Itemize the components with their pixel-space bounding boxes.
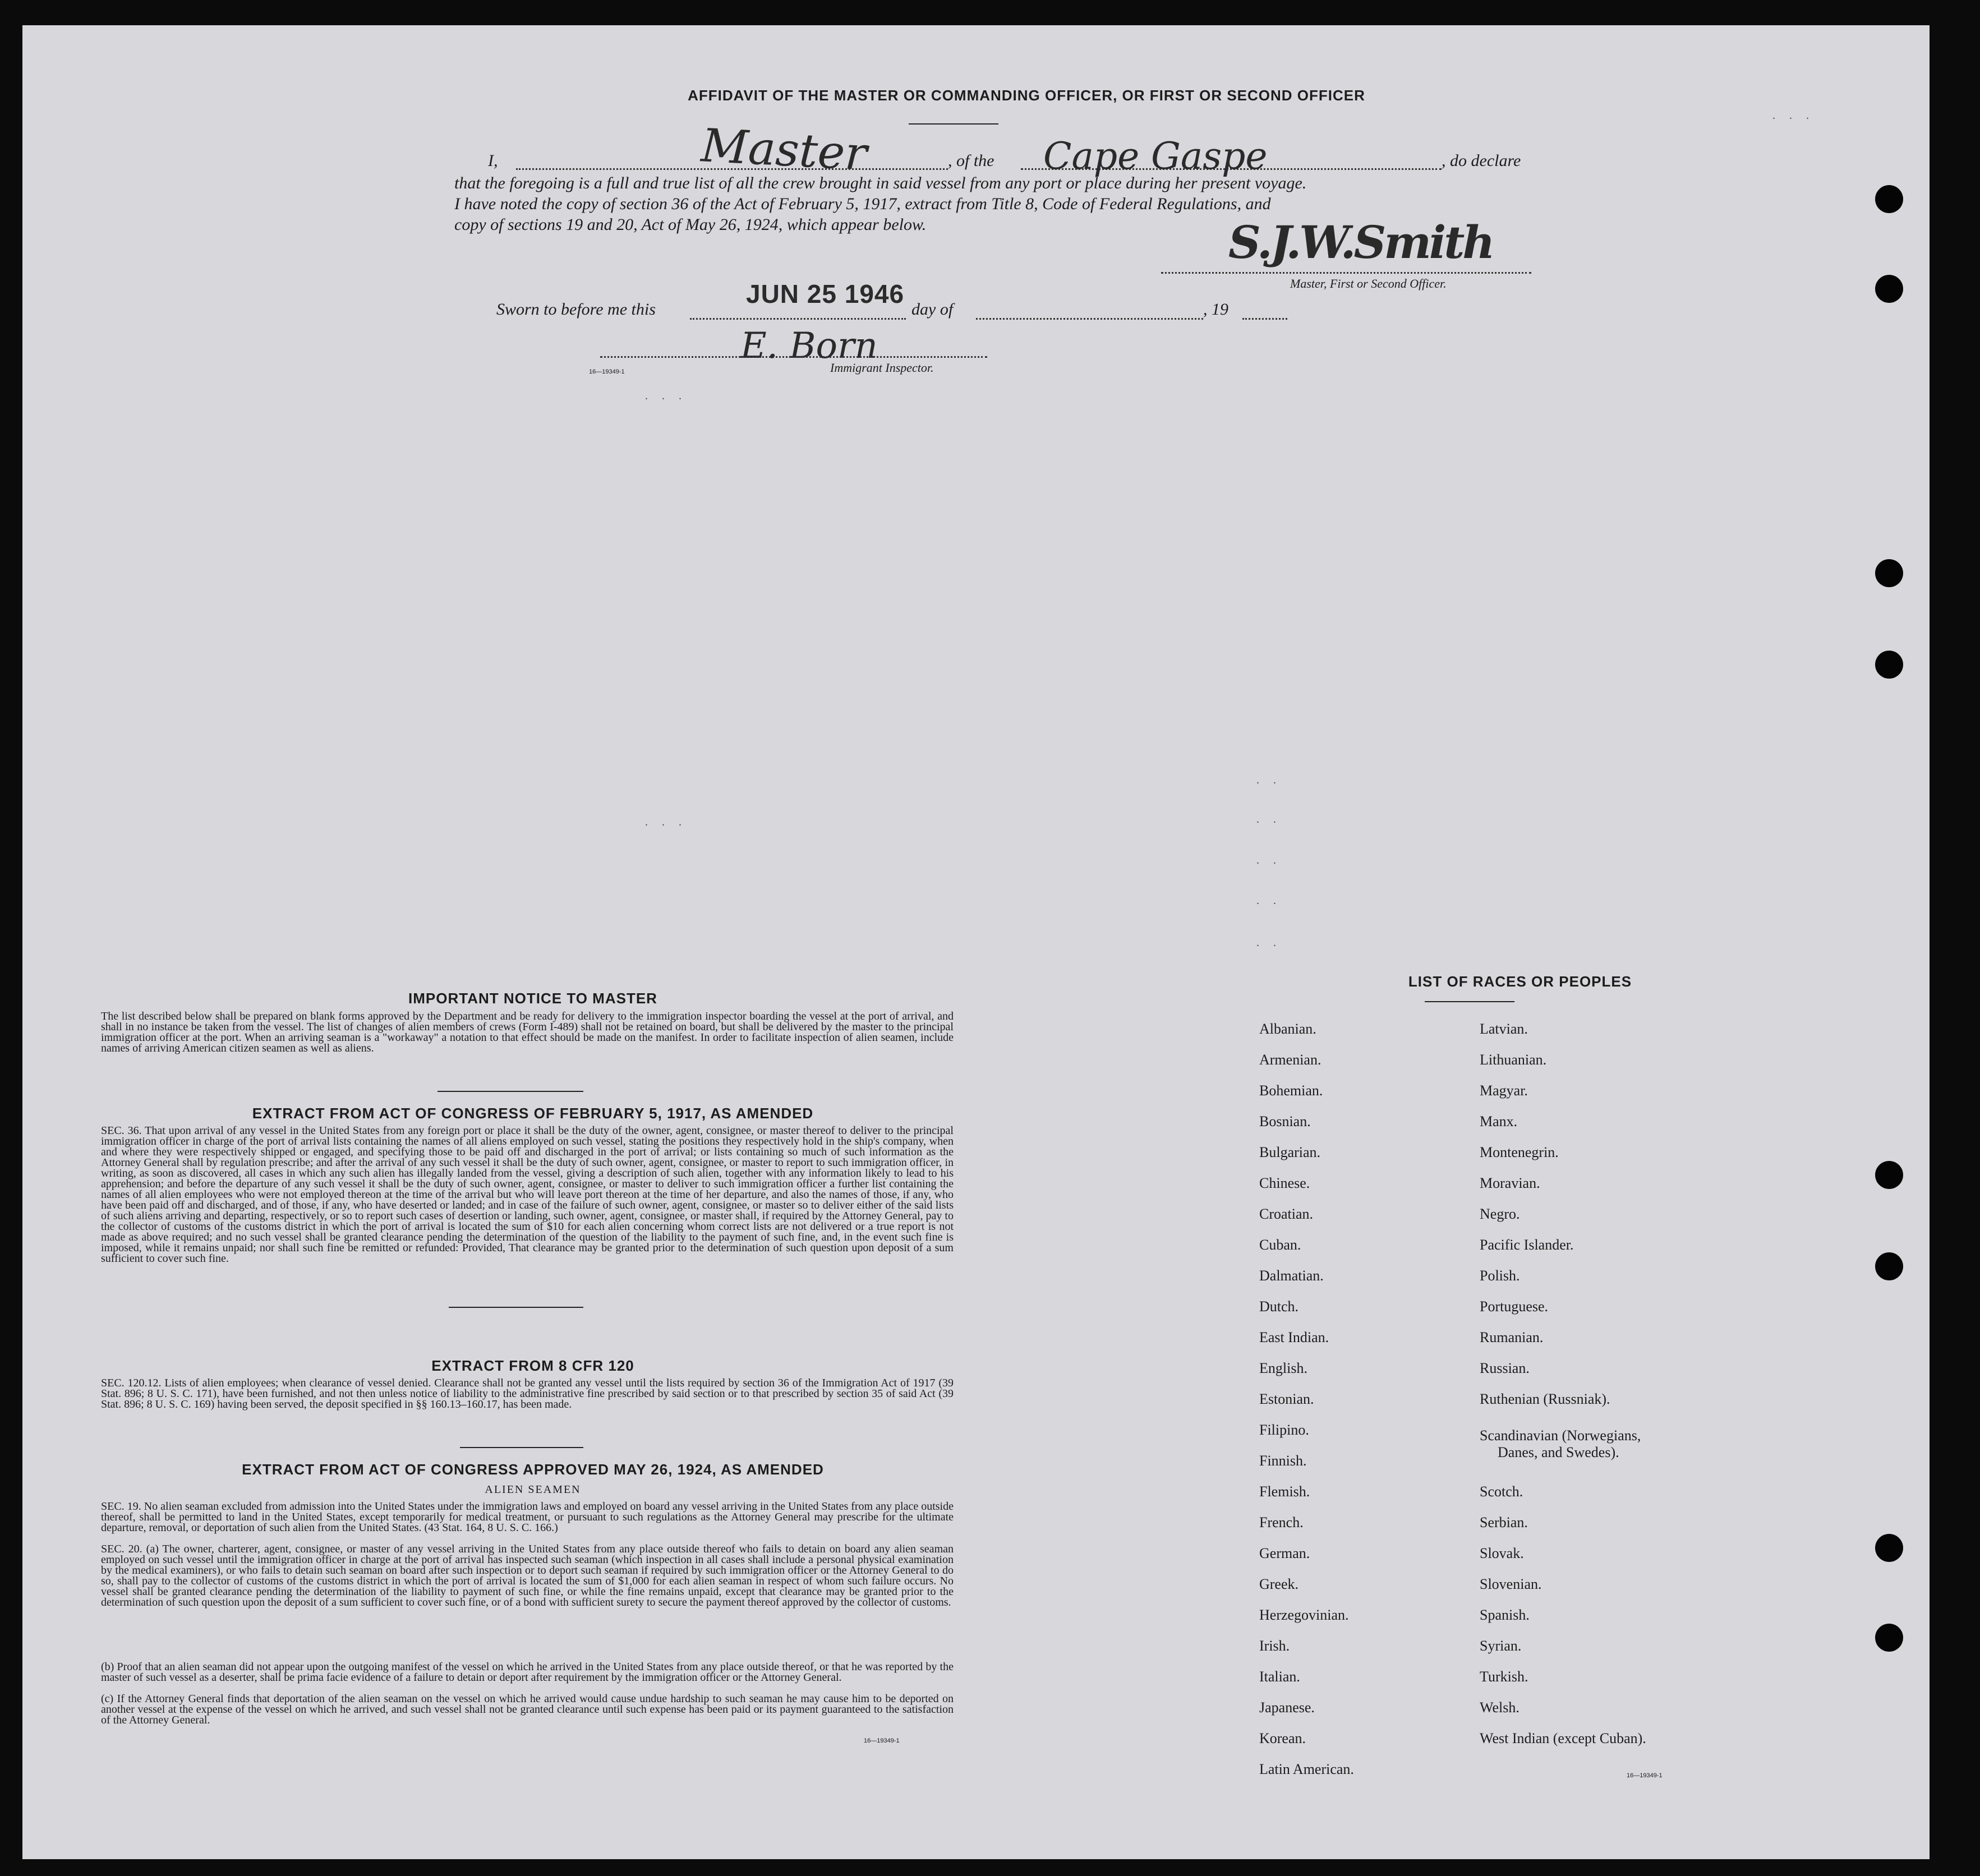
race-item: Slovak.	[1480, 1545, 1524, 1561]
race-item: English.	[1259, 1360, 1307, 1376]
race-item: Flemish.	[1259, 1483, 1310, 1500]
year-label: , 19	[1203, 300, 1228, 319]
form-number-top: 16—19349-1	[589, 368, 625, 375]
race-item: West Indian (except Cuban).	[1480, 1730, 1646, 1746]
race-item: Manx.	[1480, 1113, 1518, 1130]
race-item: Albanian.	[1259, 1021, 1316, 1037]
inspector-line	[600, 356, 987, 358]
race-item: Korean.	[1259, 1730, 1306, 1746]
of-the-label: , of the	[948, 151, 994, 170]
extract-cfr-rule	[460, 1447, 583, 1448]
race-item: Danes, and Swedes).	[1498, 1444, 1619, 1460]
race-item: Serbian.	[1480, 1514, 1528, 1531]
i-label: I,	[488, 151, 498, 170]
form-number-bottom-right: 16—19349-1	[1627, 1772, 1663, 1779]
affidavit-title: AFFIDAVIT OF THE MASTER OR COMMANDING OFFICER, OR FIRST OR SECOND OFFICER	[688, 87, 1365, 104]
race-item: Italian.	[1259, 1668, 1300, 1685]
race-item: German.	[1259, 1545, 1310, 1561]
inspector-signature: E. Born	[740, 325, 878, 367]
race-item: Moravian.	[1480, 1175, 1540, 1191]
race-item: Rumanian.	[1480, 1329, 1544, 1345]
extract-1924-sec20a: SEC. 20. (a) The owner, charterer, agent, consignee, or master of any vessel arriving in the United States from any place outside thereof who fails to detain on board any alien seaman employed on such vessel until the immigration officer in charge at the port of arrival has inspected such seaman (which inspection in all cases shall include a personal physical examination by the medical examiners), or who fails to detain such seaman on board after such inspection or to deport such seaman if required by such immigration officer or the Attorney General to do so, shall pay to the collector of customs of the customs district in which the port of arrival is located the sum of $1,000 for each alien seaman in respect of whom such failure occurs. No vessel shall be granted clearance pending the determination of the liability to payment of such fine, or while the fine remains unpaid, except that clearance may be granted prior to the determination of such question upon the deposit of a sum sufficient to cover such fine, or of a bond with sufficient surety to secure the payment thereof approved by the collector of customs.	[101, 1543, 954, 1608]
dot-mark: . . .	[1772, 109, 1815, 122]
extract-1924-subtitle: ALIEN SEAMEN	[485, 1483, 581, 1496]
day-of-label: day of	[911, 300, 954, 319]
punch-hole	[1875, 1534, 1903, 1562]
punch-hole	[1875, 651, 1903, 679]
sworn-line	[690, 318, 906, 320]
race-item: Scotch.	[1480, 1483, 1523, 1500]
race-item: Latvian.	[1480, 1021, 1528, 1037]
race-item: Ruthenian (Russniak).	[1480, 1391, 1610, 1407]
race-item: Cuban.	[1259, 1237, 1301, 1253]
punch-hole	[1875, 1161, 1903, 1189]
dot-mark: . .	[1256, 895, 1282, 907]
handwritten-name: Master	[699, 119, 868, 181]
form-number-bottom-left: 16—19349-1	[864, 1737, 900, 1744]
dot-mark: . .	[1256, 813, 1282, 826]
race-item: Bohemian.	[1259, 1082, 1323, 1099]
affidavit-line4: copy of sections 19 and 20, Act of May 26, 1924, which appear below.	[454, 215, 927, 234]
race-item: Russian.	[1480, 1360, 1530, 1376]
races-title: LIST OF RACES OR PEOPLES	[1408, 973, 1632, 990]
race-item: Slovenian.	[1480, 1576, 1542, 1592]
signature-caption: Master, First or Second Officer.	[1290, 276, 1447, 291]
race-item: Bulgarian.	[1259, 1144, 1321, 1160]
title-rule	[909, 123, 998, 125]
race-item: Negro.	[1480, 1206, 1520, 1222]
races-rule	[1425, 1001, 1514, 1002]
race-item: Pacific Islander.	[1480, 1237, 1574, 1253]
handwritten-vessel: Cape Gaspe	[1043, 135, 1268, 178]
inspector-caption: Immigrant Inspector.	[830, 361, 934, 375]
race-item: Portuguese.	[1480, 1298, 1549, 1315]
race-item: Dutch.	[1259, 1298, 1299, 1315]
race-item: Dalmatian.	[1259, 1267, 1324, 1284]
race-item: Latin American.	[1259, 1761, 1354, 1777]
race-item: Polish.	[1480, 1267, 1520, 1284]
race-item: Greek.	[1259, 1576, 1299, 1592]
extract-1924-sec20c: (c) If the Attorney General finds that deportation of the alien seaman on the vessel on which he arrived would cause undue hardship to such seaman he may cause him to be deported on another vessel at the expense of the vessel on which he arrived, and such vessel shall not be granted clearance until such expense has been paid or its payment guaranteed to the satisfaction of the Attorney General.	[101, 1693, 954, 1726]
signature-line	[1161, 272, 1531, 274]
affidavit-line2: that the foregoing is a full and true list of all the crew brought in said vessel from any port or place during her present voyage.	[454, 174, 1307, 192]
dot-mark: . . .	[645, 816, 687, 828]
race-item: Lithuanian.	[1480, 1052, 1547, 1068]
race-item: Welsh.	[1480, 1699, 1519, 1716]
extract-1924-title: EXTRACT FROM ACT OF CONGRESS APPROVED MAY 26, 1924, AS AMENDED	[242, 1461, 824, 1478]
notice-title: IMPORTANT NOTICE TO MASTER	[408, 990, 657, 1007]
race-item: Montenegrin.	[1480, 1144, 1559, 1160]
year-line	[1242, 318, 1287, 320]
race-item: Armenian.	[1259, 1052, 1321, 1068]
affidavit-line3: I have noted the copy of section 36 of the Act of February 5, 1917, extract from Title 8, Code of Federal Regulations, and	[454, 195, 1271, 213]
race-item: Turkish.	[1480, 1668, 1528, 1685]
race-item: Syrian.	[1480, 1638, 1522, 1654]
dot-mark: . .	[1256, 774, 1282, 786]
race-item: Estonian.	[1259, 1391, 1314, 1407]
punch-hole	[1875, 1252, 1903, 1280]
extract-1924-sec19: SEC. 19. No alien seaman excluded from admission into the United States under the immigration laws and employed on board any vessel arriving in the United States from any place outside thereof, shall be permitted to land in the United States, except temporarily for medical treatment, or pursuant to such regulations as the Attorney General may prescribe for the ultimate departure, removal, or deportation of such alien from the United States. (43 Stat. 164, 8 U. S. C. 166.)	[101, 1500, 954, 1534]
notice-rule	[438, 1091, 583, 1092]
extract-cfr-title: EXTRACT FROM 8 CFR 120	[431, 1357, 634, 1374]
extract-1917-title: EXTRACT FROM ACT OF CONGRESS OF FEBRUARY 5, 1917, AS AMENDED	[252, 1105, 814, 1122]
race-item: French.	[1259, 1514, 1304, 1531]
race-item: East Indian.	[1259, 1329, 1329, 1345]
race-item: Japanese.	[1259, 1699, 1315, 1716]
dot-mark: . .	[1256, 937, 1282, 949]
race-item: Bosnian.	[1259, 1113, 1311, 1130]
race-item: Filipino.	[1259, 1422, 1309, 1438]
punch-hole	[1875, 185, 1903, 213]
punch-hole	[1875, 275, 1903, 303]
sworn-label: Sworn to before me this	[496, 300, 656, 319]
race-item: Spanish.	[1480, 1607, 1530, 1623]
race-item: Irish.	[1259, 1638, 1290, 1654]
extract-cfr-text: SEC. 120.12. Lists of alien employees; when clearance of vessel denied. Clearance shall not be granted any vessel until the lists required by section 36 of the Immigration Act of 1917 (39 Stat. 896; 8 U. S. C. 171), have been furnished, and not then unless notice of liability to the administrative fine prescribed by said section or to that prescribed by section 35 of said Act (39 Stat. 896; 8 U. S. C. 169) having been served, the deposit specified in §§ 160.13–160.17, has been made.	[101, 1377, 954, 1411]
race-item: Scandinavian (Norwegians,	[1480, 1427, 1641, 1444]
form-page	[22, 25, 1930, 1859]
extract-1924-sec20b: (b) Proof that an alien seaman did not appear upon the outgoing manifest of the vessel on which he arrived in the United States from any place outside thereof, or that he was reported by the master of such vessel as a deserter, shall be prima facie evidence of a failure to detain or deport after requirement by the immigration officer or the Attorney General.	[101, 1661, 954, 1684]
notice-text: The list described below shall be prepared on blank forms approved by the Department and be ready for delivery to the immigration inspector boarding the vessel at the port of arrival, and shall in no instance be taken from the vessel. The list of changes of alien members of crews (Form I-489) shall not be retained on board, but shall be delivered by the master to the principal immigration officer at the port. When an arriving seaman is a "workaway" a notation to that effect should be made on the manifest. In order to facilitate inspection of alien seamen, include names of arriving American citizen seamen as well as aliens.	[101, 1010, 954, 1054]
race-item: Magyar.	[1480, 1082, 1528, 1099]
month-line	[976, 318, 1203, 320]
extract-1917-text: SEC. 36. That upon arrival of any vessel in the United States from any foreign port or place it shall be the duty of the owner, agent, consignee, or master thereof to deliver to the principal immigration officer in charge of the port of arrival lists containing the names of all aliens employed on such vessel, stating the positions they respectively hold in the ship's company, when and where they were respectively shipped or engaged, and specifying those to be paid off and discharged in the port of arrival; or lists containing so much of such information as the Attorney General shall by regulation prescribe; and after the arrival of any such vessel it shall be the duty of such owner, agent, consignee, or master to report to such immigration officer, in writing, as soon as discovered, all cases in which any such alien has illegally landed from the vessel, giving a description of such alien, together with any information likely to lead to his apprehension; and before the departure of any such vessel it shall be the duty of such owner, agent, consignee, or master to deliver to such immigration officer a further list containing the names of all alien employees who were not employed thereon at the time of the arrival but who will leave port thereon at the time of her departure, and also the names of those, if any, who have been paid off and discharged, and of those, if any, who have deserted or landed; and in case of the failure of such owner, agent, consignee, or master so to deliver either of the said lists of such aliens arriving and departing, respectively, or so to report such cases of desertion or landing, such owner, agent, consignee, or master shall, if required by the Attorney General, pay to the collector of customs of the customs district in which the port of arrival is located the sum of $10 for each alien concerning whom correct lists are not delivered or a true report is not made as above required; and no such vessel shall be granted clearance pending the determination of the question of the liability to the payment of such fine, and, in the event such fine is imposed, while it remains unpaid; nor shall such fine be remitted or refunded: Provided, That clearance may be granted prior to the determination of such question upon deposit of a sum sufficient to cover such fine.	[101, 1124, 954, 1265]
race-item: Herzegovinian.	[1259, 1607, 1349, 1623]
dot-mark: . .	[1256, 854, 1282, 866]
race-item: Chinese.	[1259, 1175, 1310, 1191]
punch-hole	[1875, 559, 1903, 587]
race-item: Croatian.	[1259, 1206, 1314, 1222]
punch-hole	[1875, 1624, 1903, 1652]
do-declare-label: , do declare	[1442, 151, 1521, 170]
master-signature: S.J.W.Smith	[1228, 216, 1493, 269]
date-stamp: JUN 25 1946	[746, 279, 905, 308]
dot-mark: . . .	[645, 390, 687, 402]
extract-1917-rule	[449, 1307, 583, 1308]
race-item: Finnish.	[1259, 1453, 1307, 1469]
